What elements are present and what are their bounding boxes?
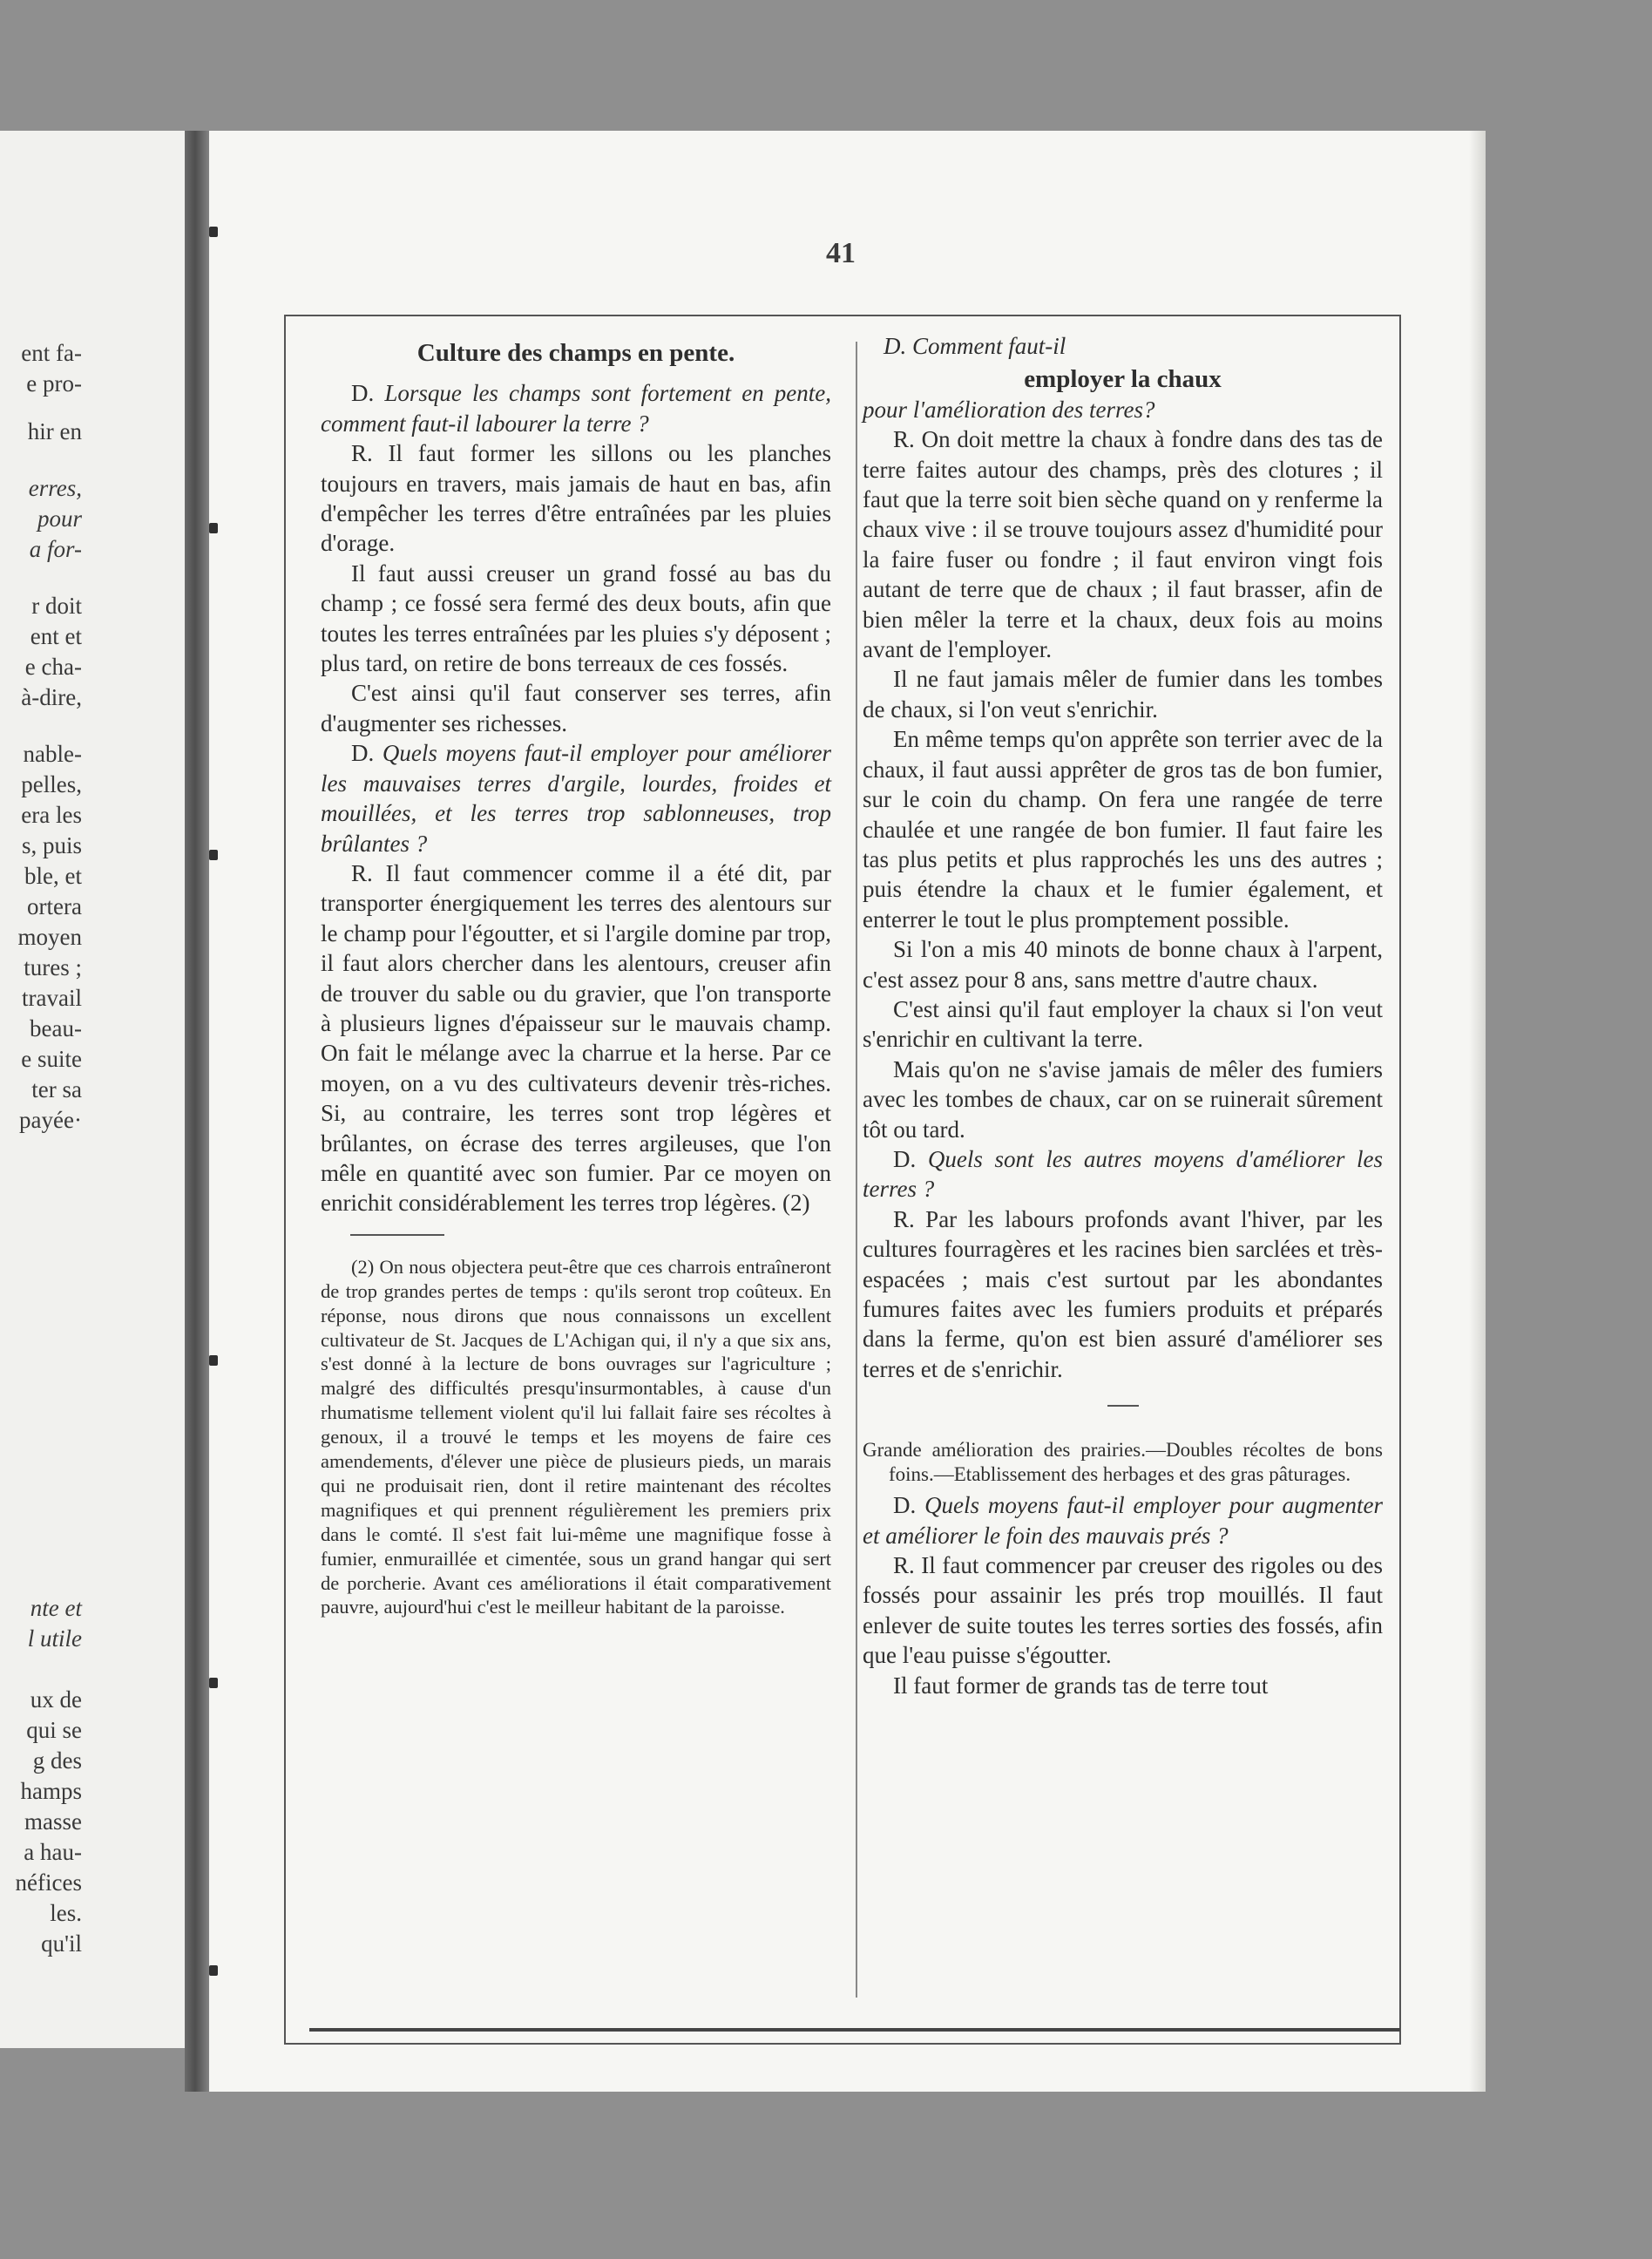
left-page-line: payée·	[19, 1107, 82, 1133]
left-page-line: néfices	[15, 1869, 82, 1896]
paragraph-text: Lorsque les champs sont fortement en pente, comment faut-il labourer la terre ?	[321, 380, 832, 437]
paragraph	[863, 994, 1383, 1055]
paragraph-text: Il faut former de grands tas de terre tout	[893, 1672, 1269, 1699]
paragraph	[863, 1204, 1383, 1384]
paragraph-text: En même temps qu'on apprête son terrier avec de la chaux, il faut aussi apprêter de gros tas de bon fumier, sur le coin du champ. On fera une rangée de terre chaulée et une rangée de bon fumier. Il faut faire les tas plus petits et plus rapprochés les uns des autres ; puis étendre la chaux et le fumier également, et enterrer le tout le plus promptement possible.	[863, 726, 1383, 933]
binding-stitch	[209, 1678, 218, 1688]
paragraph-text: Quels sont les autres moyens d'améliorer les terres ?	[863, 1145, 1384, 1203]
paragraph-text: Il ne faut jamais mêler de fumier dans les tombes de chaux, si l'on veut s'enrichir.	[863, 666, 1383, 722]
paragraph	[863, 934, 1383, 994]
column-divider	[856, 342, 857, 1998]
section-divider	[1107, 1405, 1139, 1407]
binding-stitch	[209, 227, 218, 237]
paragraph	[863, 424, 1383, 664]
right-column-paragraphs-2	[863, 1490, 1383, 1700]
paragraph	[863, 1144, 1383, 1204]
left-page-line: hamps	[20, 1778, 82, 1804]
paragraph-text: R. Il faut former les sillons ou les planches toujours en travers, mais jamais de haut en bas, afin d'empêcher les terres d'être entraînées par les pluies d'orage.	[321, 440, 831, 557]
paragraph-prefix: D.	[893, 1492, 925, 1519]
paragraph-text: Quels moyens faut-il employer pour augmenter et améliorer le foin des mauvais prés ?	[863, 1492, 1384, 1549]
paragraph-text: R. Par les labours profonds avant l'hiver, par les cultures fourragères et les racines bien sarclées et très-espacées ; mais c'est surtout par les abondantes fumures faites avec les fumiers produits et préparés dans la ferme, qu'on est bien assuré d'améliorer ses terres et de s'enrichir.	[863, 1205, 1383, 1382]
paragraph	[321, 559, 831, 679]
binding-stitch	[209, 1965, 218, 1976]
paragraph-prefix: D.	[351, 740, 383, 767]
binding-stitch	[209, 1355, 218, 1366]
left-page-line: moyen	[17, 924, 82, 950]
left-facing-page	[0, 131, 185, 2048]
footnote-rule	[350, 1234, 444, 1236]
question-end: pour l'amélioration des terres?	[863, 396, 1155, 423]
paragraph	[863, 664, 1383, 724]
left-page-line: erres,	[28, 475, 82, 501]
paragraph	[321, 738, 831, 858]
frame-bottom-rule	[309, 2028, 1400, 2032]
left-page-line: l utile	[27, 1625, 82, 1652]
left-page-line: r doit	[31, 593, 82, 619]
paragraph	[863, 1055, 1383, 1144]
section-heading: Culture des champs en pente.	[416, 339, 735, 367]
left-page-line: les.	[50, 1900, 82, 1926]
paragraph-text: R. Il faut commencer comme il a été dit, par transporter énergiquement les terres des alentours sur le champ pour l'égoutter, et si l'argile domine par trop, il faut alors chercher dans les alentours, creuser afin de trouver du sable ou du gravier, que l'on transporte à plusieurs lignes d'épaisseur sur le mauvais champ. On fait le mélange avec la charrue et la herse. Par ce moyen, on a vu des cultivateurs devenir très-riches. Si, au contraire, les terres sont trop légères et brûlantes, on écrase des terres argileuses, que l'on mêle en quantité avec son fumier. Par ce moyen on enrichit considérablement les terres trop légères. (2)	[321, 859, 831, 1217]
left-page-line: ble, et	[24, 863, 82, 889]
left-page-line: qui se	[26, 1717, 82, 1743]
paragraph-text: R. On doit mettre la chaux à fondre dans des tas de terre faites autour des champs, près des clotures ; il faut que la terre soit bien sèche quand on y renferme la chaux vive : il se trouve toujours assez d'humidité pour la faire fuser ou fondre ; il faut environ vingt fois autant de terre que de chaux ; il faut brasser, afin de bien mêler la terre et la chaux, deux fois au moins avant de l'employer.	[863, 426, 1383, 663]
paragraph	[863, 724, 1383, 934]
left-page-line: hir en	[27, 418, 82, 444]
paragraph-prefix: D.	[351, 380, 385, 407]
paragraph	[321, 438, 831, 559]
left-column-paragraphs	[321, 378, 831, 1218]
left-page-line: ent et	[30, 623, 82, 649]
paragraph-text: Quels moyens faut-il employer pour améliorer les mauvaises terres d'argile, lourdes, froides et mouillées, et les terres trop sablonneuses, trop brûlantes ?	[321, 740, 831, 857]
paragraph	[321, 858, 831, 1218]
left-page-line: beau-	[30, 1015, 82, 1041]
left-page-line: ter sa	[31, 1076, 82, 1102]
left-page-line: à-dire,	[21, 684, 82, 710]
right-column-paragraphs	[863, 424, 1383, 1384]
left-page-line: era les	[21, 802, 82, 828]
paragraph-text: C'est ainsi qu'il faut employer la chaux si l'on veut s'enrichir en cultivant la terre.	[863, 995, 1383, 1053]
subheading: Grande amélioration des prairies.—Doubles récoltes de bons foins.—Etablissement des herbages et des gras pâturages.	[863, 1439, 1383, 1486]
binding-stitch	[209, 850, 218, 860]
left-page-line: ux de	[30, 1686, 82, 1713]
paragraph	[863, 1550, 1383, 1671]
left-column	[321, 338, 831, 1619]
left-page-line: e pro-	[26, 370, 82, 397]
left-page-line: e cha-	[24, 654, 82, 680]
page-number: 41	[826, 237, 856, 269]
footnote: (2) On nous objectera peut-être que ces charrois entraîneront de trop grandes pertes de temps : qu'ils seront trop coûteux. En réponse, nous dirons que nous connaissons un excellent cultivateur de St. Jacques de L'Achigan qui, il n'y a que six ans, s'est donné à la lecture de bons ouvrages sur l'agriculture ; malgré des difficultés presqu'insurmontables, à cause d'un rhumatisme tellement violent qu'il lui fallait faire ses récoltes à genoux, il a trouvé le temps et les moyens de faire ces amendements, d'élever une pièce de plusieurs pieds, un marais qui ne produisait rien, dont il retire maintenant des récoltes magnifiques et qui prennent régulièrement les premiers prix dans le comté. Il s'est fait lui-même une magnifique fosse à fumier, enmuraillée et cimentée, sous un grand hangar qui sert de porcherie. Avant ces améliorations il était comparativement pauvre, aujourd'hui c'est le meilleur habitant de la paroisse.	[321, 1255, 831, 1618]
right-column	[863, 331, 1383, 1700]
binding-stitch	[209, 523, 218, 533]
left-page-line: g des	[32, 1747, 82, 1774]
paragraph	[863, 1671, 1383, 1700]
left-page-line: ortera	[27, 893, 82, 919]
left-page-line: ent fa-	[21, 340, 82, 366]
paragraph-prefix: D.	[893, 1145, 928, 1172]
paragraph-text: Mais qu'on ne s'avise jamais de mêler des fumiers avec les tombes de chaux, car on se ruinerait sûrement tôt ou tard.	[863, 1055, 1383, 1143]
book-gutter	[185, 131, 211, 2092]
left-page-line: nable-	[23, 741, 82, 767]
left-page-line: a hau-	[24, 1839, 82, 1865]
paragraph	[321, 678, 831, 738]
paragraph	[863, 1490, 1383, 1550]
paragraph-text: C'est ainsi qu'il faut conserver ses terres, afin d'augmenter ses richesses.	[321, 680, 831, 736]
left-page-line: pelles,	[21, 771, 82, 797]
left-page-line: qu'il	[41, 1930, 82, 1957]
question-line	[863, 331, 1383, 361]
paragraph-text: Il faut aussi creuser un grand fossé au bas du champ ; ce fossé sera fermé des deux bouts, afin que toutes les terres entraînées par les pluies s'y déposent ; plus tard, on retire de bons terreaux de ces fossés.	[321, 560, 831, 677]
paragraph	[321, 378, 831, 438]
left-page-line: a for-	[29, 536, 82, 562]
question-bold: employer la chaux	[1024, 365, 1222, 394]
left-page-line: tures ;	[24, 954, 82, 980]
left-page-line: e suite	[21, 1046, 82, 1072]
page-edge	[1469, 131, 1486, 2092]
left-page-line: masse	[24, 1808, 82, 1835]
left-page-line: nte et	[30, 1595, 82, 1621]
left-page-line: travail	[22, 985, 82, 1011]
paragraph-text: R. Il faut commencer par creuser des rigoles ou des fossés pour assainir les prés trop mouillés. Il faut enlever de suite toutes les terres sorties des fossés, afin que l'eau puisse s'égoutter.	[863, 1552, 1383, 1669]
paragraph-text: Si l'on a mis 40 minots de bonne chaux à l'arpent, c'est assez pour 8 ans, sans mettre d'autre chaux.	[863, 936, 1383, 993]
question-prefix: D. Comment faut-il	[884, 333, 1066, 359]
left-page-line: s, puis	[21, 832, 82, 858]
left-page-line: pour	[37, 505, 82, 532]
